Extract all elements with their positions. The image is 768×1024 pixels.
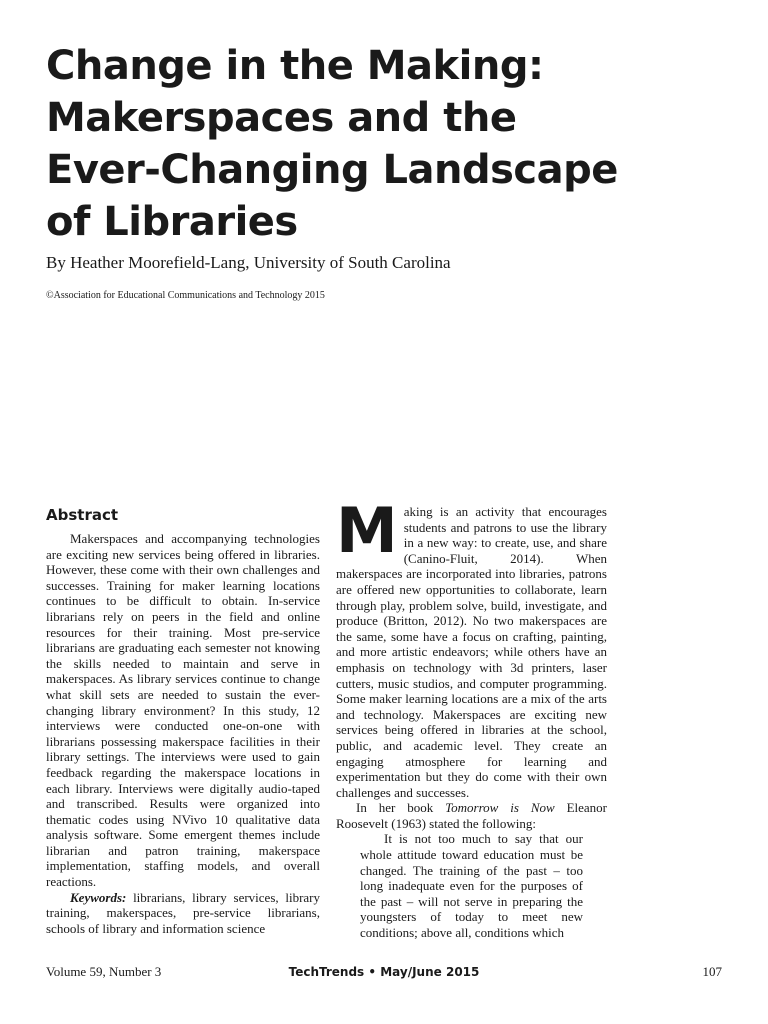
body-column: [336, 494, 607, 941]
roosevelt-paragraph: [336, 800, 607, 831]
article-title: [46, 40, 666, 248]
keywords-paragraph: [46, 890, 320, 937]
quote-text: It is not too much to say that our whole attitude toward education must be changed. The training of the past – too long inadequate even for the purposes of the past – will not serve in preparing the youngsters of today to meet new conditions; above all, conditions which: [360, 831, 583, 941]
title-line: of Libraries: [46, 199, 298, 245]
book-title: Tomorrow is Now: [445, 800, 555, 816]
page-number: 107: [702, 964, 722, 979]
author-byline: By Heather Moorefield-Lang, University of South Carolina: [46, 253, 451, 272]
title-line: Change in the Making:: [46, 43, 544, 89]
title-line: Makerspaces and the: [46, 95, 517, 141]
volume-number: Volume 59, Number 3: [46, 964, 162, 979]
title-line: Ever-Changing Landscape: [46, 147, 618, 193]
page-footer: [46, 963, 722, 983]
keywords-list: librarians, library services, library training, makerspaces, pre-service librarians, schools of library and information science: [46, 889, 320, 936]
journal-issue: TechTrends • May/June 2015: [288, 965, 480, 979]
drop-cap: M: [336, 494, 398, 567]
keywords-label: Keywords:: [70, 889, 127, 905]
paragraph-text: Eleanor Roosevelt (1963) stated the following:: [336, 800, 607, 831]
abstract-heading: Abstract: [46, 506, 119, 524]
intro-text: aking is an activity that encourages students and patrons to use the library in a new way: to create, use, and share (Canino-Fluit, 2014). When makerspaces are incorporated into libraries, patrons are offered new opportunities to collaborate, learn through play, problem solve, build, investigate, and produce (Britton, 2012). No two makerspaces are the same, some have a focus on crafting, painting, and more artistic endeavors; while others have an emphasis on technology with 3d printers, laser cutters, music studios, and computer programming. Some maker learning locations are a mix of the arts and technology. Makerspaces are exciting new services being offered in libraries at the school, public, and academic level. They create an engaging atmosphere for learning and experimentation but they do come with their own challenges and successes.: [336, 504, 607, 800]
abstract-body: Makerspaces and accompanying technologies are exciting new services being offered in libraries. However, these come with their own challenges and successes. Training for maker learning locations continues to be difficult to obtain. In-service librarians rely on peers in the field and online resources for their training. Most pre-service librarians are graduating each semester not knowing the skills needed to maintain and serve in makerspaces. As library services continue to change what skill sets are needed to sustain the ever-changing library environment? In this study, 12 interviews were conducted one-on-one with librarians possessing makerspace facilities in their library settings. The interviews were used to gain feedback regarding the makerspace locations in each library. Interviews were digitally audio-taped and transcribed. Results were organized into thematic codes using NVivo 10 qualitative data analysis software. Some emergent themes include librarian and patron training, makerspace implementation, staffing models, and overall reactions.: [46, 531, 320, 890]
copyright-notice: ©Association for Educational Communications and Technology 2015: [46, 290, 325, 301]
abstract-column: [46, 504, 320, 936]
block-quote: [360, 831, 583, 940]
paragraph-text: In her book: [356, 800, 446, 816]
intro-paragraph: [336, 494, 607, 800]
